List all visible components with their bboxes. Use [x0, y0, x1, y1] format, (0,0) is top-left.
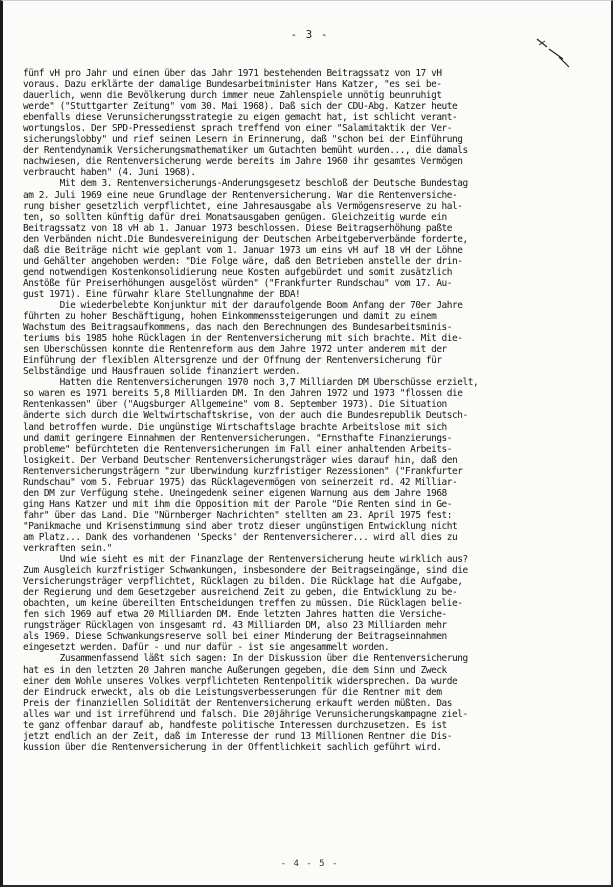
text-line: gust 1971). Eine fürwahr klare Stellungnahme der BDA! [23, 288, 301, 300]
text-line: voraus. Dazu erklärte der damalige Bundesarbeitminister Hans Katzer, "es sei be- [23, 79, 442, 91]
text-line: Selbständige und Hausfrauen solide finanziert werden. [23, 366, 301, 378]
text-line: Beitragssatz von 18 vH ab 1. Januar 1973 beschlossen. Diese Beitragserhöhung paßte [23, 222, 453, 234]
page-footer: - 4 - 5 - [280, 859, 339, 869]
text-line: Anstöße für Preiserhöhungen ausgelöst würden" ("Frankfurter Rundschau" vom 17. Au- [23, 277, 453, 289]
text-line: losigkeit. Der Verband Deutscher Rentenversicherungsträger wies darauf hin, daß den [23, 454, 458, 466]
text-line: rungsträger Rücklagen von insgesamt rd. 43 Milliarden DM, also 23 Milliarden mehr [23, 620, 447, 632]
text-line: ebenfalls diese Verunsicherungsstrategie zu eigen gemacht hat, ist schlicht verant- [23, 112, 458, 124]
text-line: daß die Beiträge nicht wie geplant vom 1. Januar 1973 um eins vH auf 18 vH der Löhne [23, 244, 463, 256]
text-line: wortungslos. Der SPD-Pressedienst sprach treffend von einer "Salamitaktik der Ver- [23, 123, 453, 135]
text-line: te ganz offenbar darauf ab, handfeste politische Interessen durchzusetzen. Es ist [23, 719, 447, 731]
text-line: alles war und ist irreführend und falsch. Die 20jährige Verunsicherungskampagne ziel- [23, 708, 468, 720]
text-line: dauerlich, wenn die Bevölkerung durch immer neue Zahlenspiele unnötig beunruhigt [23, 90, 442, 102]
page-number: - 3 - [290, 28, 329, 41]
handwritten-mark [533, 35, 573, 71]
text-line: Wachstum des Beitragsaufkommens, das nach den Berechnungen des Bundesarbeitsminis- [23, 322, 453, 334]
text-line: verbraucht haben" (4. Juni 1968). [23, 167, 196, 179]
text-line: Versicherungsträger verpflichtet, Rücklagen zu bilden. Die Rücklage hat die Aufgabe, [23, 576, 463, 588]
text-line: änderte sich durch die Weltwirtschaftskrise, von der auch die Bundesrepublik Deutsch- [23, 410, 468, 422]
text-line: werde" ("Stuttgarter Zeitung" vom 30. Mai 1968). Daß sich der CDU-Abg. Katzer heute [23, 101, 458, 113]
text-line: nachwiesen, die Rentenversicherung werde bereits im Jahre 1960 ihr gesamtes Vermögen [23, 156, 463, 168]
text-line: Mit dem 3. Rentenversicherungs-Änderungsgesetz beschloß der Deutsche Bundestag [23, 178, 468, 190]
text-line: land betroffen wurde. Die ungünstige Wirtschaftslage brachte Arbeitslose mit sich [23, 421, 447, 433]
text-line: verkraften sein." [23, 543, 112, 555]
text-line: eingesetzt werden. Dafür - und nur dafür - ist sie angesammelt worden. [23, 642, 390, 654]
text-line: Preis der finanziellen Solidität der Rentenversicherung erkauft werden müßten. Das [23, 697, 453, 709]
text-line: fahr" über das Land. Die "Nürnberger Nachrichten" stellten am 23. April 1975 fest: [23, 509, 453, 521]
text-line: am 2. Juli 1969 eine neue Grundlage der Rentenversicherung. War die Rentenversiche- [23, 189, 458, 201]
text-line: der Eindruck erweckt, als ob die Leistungsverbesserungen für die Rentner mit dem [23, 686, 442, 698]
text-line: Rentenversicherungsträgern "zur Überwindung kurzfristiger Rezessionen" ("Frankfurter [23, 465, 463, 477]
text-line: "Panikmache und Krisenstimmung sind aber trotz dieser ungünstigen Entwicklung nicht [23, 520, 458, 532]
body-text [23, 68, 599, 753]
text-line: probleme" befürchteten die Rentenversicherungen im Fall einer anhaltenden Arbeits- [23, 443, 453, 455]
text-line: den DM zur Verfügung stehe. Uneingedenk seiner eigenen Warnung aus dem Jahre 1968 [23, 487, 447, 499]
text-line: am Platz... Dank des vorhandenen 'Specks' der Rentenversicherer... wird all dies zu [23, 531, 458, 543]
text-line: sicherungslobby" und rief seinen Lesern in Erinnerung, daß "schon bei der Einführung [23, 134, 463, 146]
text-line: sen Überschüssen konnte die Rentenreform aus dem Jahre 1972 unter anderem mit der [23, 344, 447, 356]
text-line: kussion über die Rentenversicherung in der Öffentlichkeit sachlich geführt wird. [23, 741, 442, 753]
text-line: ten, so sollten künftig dafür drei Monatsausgaben genügen. Gleichzeitig wurde ein [23, 211, 447, 223]
text-line: Einführung der flexiblen Altersgrenze und der Öffnung der Rentenversicherung für [23, 355, 442, 367]
text-line: Die wiederbelebte Konjunktur mit der daraufolgende Boom Anfang der 70er Jahre [23, 299, 463, 311]
text-line: fen sich 1969 auf etwa 20 Milliarden DM. Ende letzten Jahres hatten die Versiche- [23, 609, 447, 621]
text-line: ging Hans Katzer und mit ihm die Opposition mit der Parole "Die Renten sind in Ge- [23, 498, 453, 510]
text-line: jetzt endlich an der Zeit, daß im Interesse der rund 13 Millionen Rentner die Dis- [23, 730, 453, 742]
text-line: Und wie sieht es mit der Finanzlage der Rentenversicherung heute wirklich aus? [23, 554, 468, 566]
text-line: und damit geringere Einnahmen der Rentenversicherungen. "Ernsthafte Finanzierungs- [23, 432, 453, 444]
text-line: und Gehälter angehoben werden: "Die Folge wäre, daß den Betrieben anstelle der drin- [23, 255, 463, 267]
text-line: als 1969. Diese Schwankungsreserve soll bei einer Minderung der Beitragseinnahmen [23, 631, 447, 643]
text-line: führten zu hoher Beschäftigung, hohen Einkommenssteigerungen und damit zu einem [23, 311, 437, 323]
text-line: Rentenkassen" über ("Augsburger Allgemeine" vom 8. September 1973). Die Situation [23, 399, 447, 411]
text-line: Zusammenfassend läßt sich sagen: In der Diskussion über die Rentenversicherung [23, 653, 468, 665]
text-line: gend notwendigen Kostenkonsolidierung neue Kosten aufgebürdet und somit zusätzlich [23, 266, 453, 278]
text-line: so waren es 1971 bereits 5,8 Milliarden DM. In den Jahren 1972 und 1973 "flossen die [23, 388, 463, 400]
text-line: einer dem Wohle unseres Volkes verpflichteten Rentenpolitik widersprechen. Da wurde [23, 675, 458, 687]
text-line: Rundschau" vom 5. Februar 1975) das Rücklagevermögen von seinerzeit rd. 42 Milliar- [23, 476, 458, 488]
text-line: obachten, um keine übereilten Entscheidungen treffen zu müssen. Die Rücklagen belie- [23, 598, 463, 610]
text-line: Hatten die Rentenversicherungen 1970 noch 3,7 Milliarden DM Überschüsse erzielt, [23, 377, 479, 389]
text-line: rung bisher gesetzlich verpflichtet, eine Jahresausgabe als Vermögensreserve zu hal- [23, 200, 463, 212]
text-line: teriums bis 1985 hohe Rücklagen in der Rentenversicherung mit sich brachte. Mit die- [23, 333, 463, 345]
text-line: den Verbänden nicht.Die Bundesvereinigung der Deutschen Arbeitgeberverbände forderte, [23, 233, 468, 245]
text-line: der Rentendynamik Versicherungsmathematiker um Gutachten bemüht wurden..., die damals [23, 145, 468, 157]
text-line: hat es in den letzten 20 Jahren manche Äußerungen gegeben, die dem Sinn und Zweck [23, 664, 447, 676]
text-line: fünf vH pro Jahr und einen über das Jahr 1971 bestehenden Beitragssatz von 17 vH [23, 68, 442, 79]
text-line: Zum Ausgleich kurzfristiger Schwankungen, insbesondere der Beitragseingänge, sind die [23, 565, 468, 577]
text-line: der Regierung und dem Gesetzgeber ausreichend Zeit zu geben, die Entwicklung zu be- [23, 587, 458, 599]
